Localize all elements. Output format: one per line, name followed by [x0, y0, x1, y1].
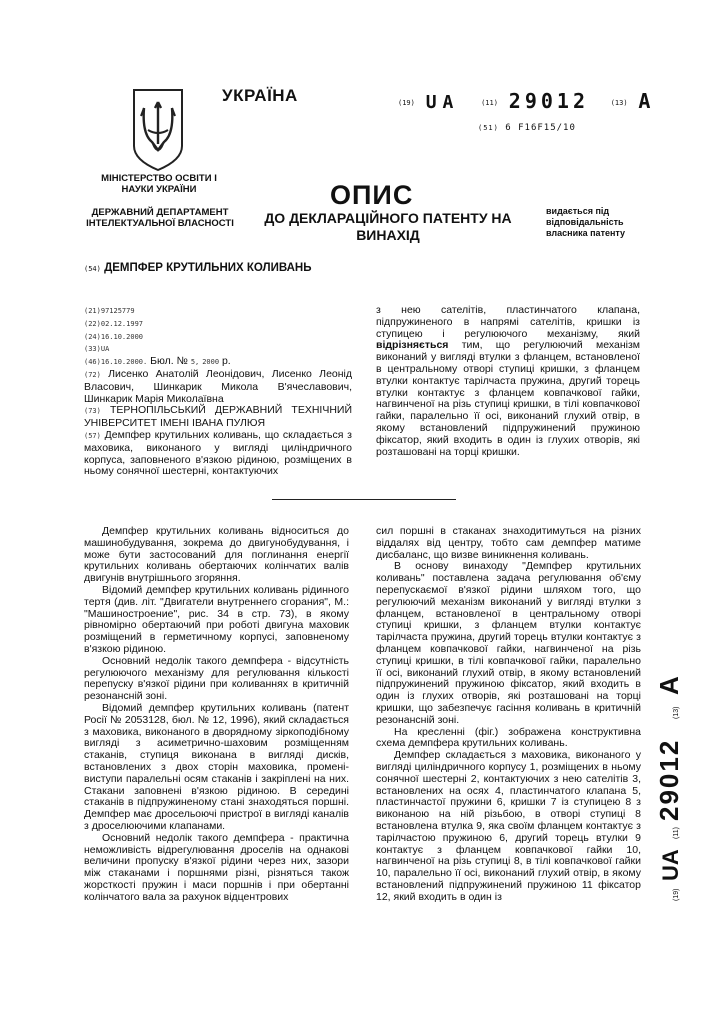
field-21	[84, 305, 352, 318]
code-19: (19)	[398, 99, 415, 107]
field-code: (72)	[84, 370, 101, 379]
claim-keyword: відрізняється	[376, 339, 449, 352]
field-value: UA	[100, 345, 110, 354]
paragraph: Демпфер складається з маховика, виконаного у вигляді циліндричного корпусу 1, розміщених в ньому сонячної шестерні 2, контактуючих з нею сателітів 3, встановлених на осях 4, пластинчатого клапана 5, пластинчастої пружини 6, кришки 7 із ступицею 8 з виконаною на ній різьбою, в отворі ступиці 8 встановлена втулка 9, яка своїм фланцем контактує з тарілчастою пружиною 6, другий торець втулки 9 контактує з фланцем ковпачкової гайки 10, нагвинченої на різь ступиці 8, в тілі ковпачкової гайки 10, паралельно її осі, виконаний глухий отвір, в якому встановлений підпружинений пружиною 11 фіксатор 12, який входить в один із	[376, 749, 641, 903]
country-name: УКРАЇНА	[222, 86, 298, 105]
paragraph: Відомий демпфер крутильних коливань (патент Росії № 2053128, бюл. № 12, 1996), який складається з маховика, виконаного в дворядному зіркоподібному вигляді з асиметрично-шаховим розміщенням стаканів, ступиця виконана в вигляді дисків, встановлених з двох сторін маховика, промені-виступи паралельні осям стаканів і закріплені на них. Стакани заповнені в'язкою рідиною. В середині стаканів в підпружиненому стані знаходяться поршні. Демпфер має дросельоючі пристрої в вигляді каналів з дроселюючими клапанами.	[84, 701, 349, 832]
field-22	[84, 318, 352, 331]
field-code: (46)	[84, 358, 101, 367]
code-11: (11)	[481, 99, 498, 107]
description-column-right	[376, 526, 641, 904]
field-72	[84, 369, 352, 405]
paragraph: Основний недолік такого демпфера - відсутність регулюючого механізму для регулювання кількості перепуску в'язкої рідини при коливаннях в критичній резонансній зоні.	[84, 654, 349, 703]
claim-start: Демпфер крутильних коливань, що складається з маховика, виконаного у вигляді циліндричного корпуса, заповненого в'язкою рідиною, розміщених в ньому сонячної шестерні, контактуючих	[84, 428, 352, 478]
field-24	[84, 331, 352, 344]
bulletin-year: 2000	[202, 358, 220, 367]
ipc-classification	[478, 123, 576, 133]
bulletin-label: Бюл. №	[150, 355, 188, 368]
ministry-name: МІНІСТЕРСТВО ОСВІТИ І НАУКИ УКРАЇНИ	[101, 173, 217, 195]
field-date: 16.10.2000.	[100, 358, 148, 367]
document-subtitle: ДО ДЕКЛАРАЦІЙНОГО ПАТЕНТУ НА ВИНАХІД	[264, 210, 512, 243]
field-value: 16.10.2000	[100, 332, 144, 341]
country-code: UA	[425, 92, 460, 113]
field-code: (22)	[84, 319, 101, 328]
patent-codes	[398, 89, 650, 113]
description-column-left	[84, 526, 349, 904]
title-code: (54)	[84, 265, 101, 273]
paragraph: В основу винаходу "Демпфер крутильних коливань" поставлена задача регулювання об'єму перепускаємої в'язкої рідини шляхом того, що регулюючий механізм виконаний у вигляді втулки з фланцем, встановленої в центральному отворі ступиці кришки, з фланцем втулки контактує тарілчаста пружина, другий торець втулки контактує з фланцем ковпачкової гайки, нагвинченої на різь ступиці кришки, в тілі ковпачкової гайки, паралельно її осі, виконаний глухий отвір, в якому встановлений підпружинений пружиною фіксатор, який входить в один із глухих отворів, які розташовані на торці кришки, що забезпечує гасіння коливань в критичній резонансній зоні.	[376, 560, 641, 726]
trident-emblem-icon	[128, 86, 188, 172]
field-value: 02.12.1997	[100, 319, 144, 328]
claim-text-after: тим, що регулюючий механізм виконаний у вигляді втулки з фланцем, встановленої в центральному отворі ступиці кришки, з фланцем втулки контактує тарілчаста пружина, другий торець втулки контактує з фланцем ковпачкової гайки, нагвинченої на різь ступиці кришки, в тілі ковпачкової гайки, паралельно її осі, виконаний глухий отвір, в якому встановлений підпружинений пружиною фіксатор, який входить в один із глухих отворів, які розташовані на торці кришки.	[376, 339, 640, 458]
field-code: (21)	[84, 307, 101, 315]
side-code-19: (19)	[673, 888, 680, 901]
side-number: 29012	[654, 738, 684, 821]
title-text: ДЕМПФЕР КРУТИЛЬНИХ КОЛИВАНЬ	[104, 262, 312, 274]
side-kind: A	[654, 676, 684, 695]
claim-continuation	[376, 305, 640, 458]
side-country: UA	[658, 849, 683, 881]
field-code: (73)	[84, 407, 101, 416]
ipc-value: 6 F16F15/10	[505, 123, 576, 133]
field-code: (24)	[84, 332, 101, 341]
invention-title	[84, 262, 312, 274]
field-73	[84, 405, 352, 430]
claim-text-before: з нею сателітів, пластинчатого клапана, підпружиненого в напрямі сателітів, кришки із ступицею і регулюючого механізму, який	[376, 304, 640, 340]
paragraph: Демпфер крутильних коливань відноситься до машинобудування, зокрема до двигунобудування, і може бути застосований для поглинання енергії крутильних коливань обертаючих колінчатих валів двигунів внутрішнього згоряння.	[84, 525, 349, 585]
code-13: (13)	[610, 99, 628, 107]
paragraph: На кресленні (фіг.) зображена конструктивна схема демпфера крутильних коливань.	[376, 725, 641, 750]
department-name: ДЕРЖАВНИЙ ДЕПАРТАМЕНТ ІНТЕЛЕКТУАЛЬНОЇ ВЛАСНОСТІ	[86, 207, 234, 229]
paragraph: сил поршні в стаканах знаходитимуться на різних віддалях від центру, тобто сам демпфер матиме дисбаланс, що визве виникнення коливань.	[376, 525, 641, 561]
bibliographic-data	[84, 305, 352, 478]
side-code-13: (13)	[673, 706, 680, 719]
field-value: 97125779	[100, 307, 135, 315]
side-code-11: (11)	[673, 827, 680, 839]
field-33	[84, 343, 352, 356]
patent-number: 29012	[508, 89, 589, 113]
document-heading: ОПИС	[330, 180, 414, 210]
field-57	[84, 430, 352, 478]
side-patent-number	[650, 583, 690, 903]
ipc-code: (51)	[478, 124, 499, 132]
kind-code: A	[638, 89, 651, 113]
inventors: Лисенко Анатолій Леонідович, Лисенко Леонід Власович, Шинкарик Микола В'ячеславович, Шинкарик Марія Миколаївна	[84, 367, 352, 405]
paragraph: Основний недолік такого демпфера - практична неможливість відрегулювання дроселів на однакові величини пропуску в'язкої рідини через них, зазори між стаканами і поршнями різні, різняться також жорсткості пружин і маси поршнів і при обертанні колінчатого вала за рахунок відцентрових	[84, 831, 349, 903]
paragraph: Відомий демпфер крутильних коливань рідинного тертя (див. літ. "Двигатели внутреннего сгорания", М.: "Машиностроение", рис. 34 в стр. 73), в якому рівномірно обертаючий при роботі двигуна маховик розміщений в герметичному корпусі, заповненому в'язкою рідиною.	[84, 583, 349, 655]
bulletin-number: 5,	[190, 358, 200, 367]
field-code: (57)	[84, 431, 101, 440]
bulletin-tail: р.	[221, 355, 231, 368]
issued-note: видається під відповідальність власника патенту	[546, 206, 626, 238]
field-code: (33)	[84, 345, 101, 354]
owner: ТЕРНОПІЛЬСЬКИЙ ДЕРЖАВНИЙ ТЕХНІЧНИЙ УНІВЕРСИТЕТ ІМЕНІ ІВАНА ПУЛЮЯ	[84, 404, 353, 430]
section-divider	[272, 499, 456, 500]
